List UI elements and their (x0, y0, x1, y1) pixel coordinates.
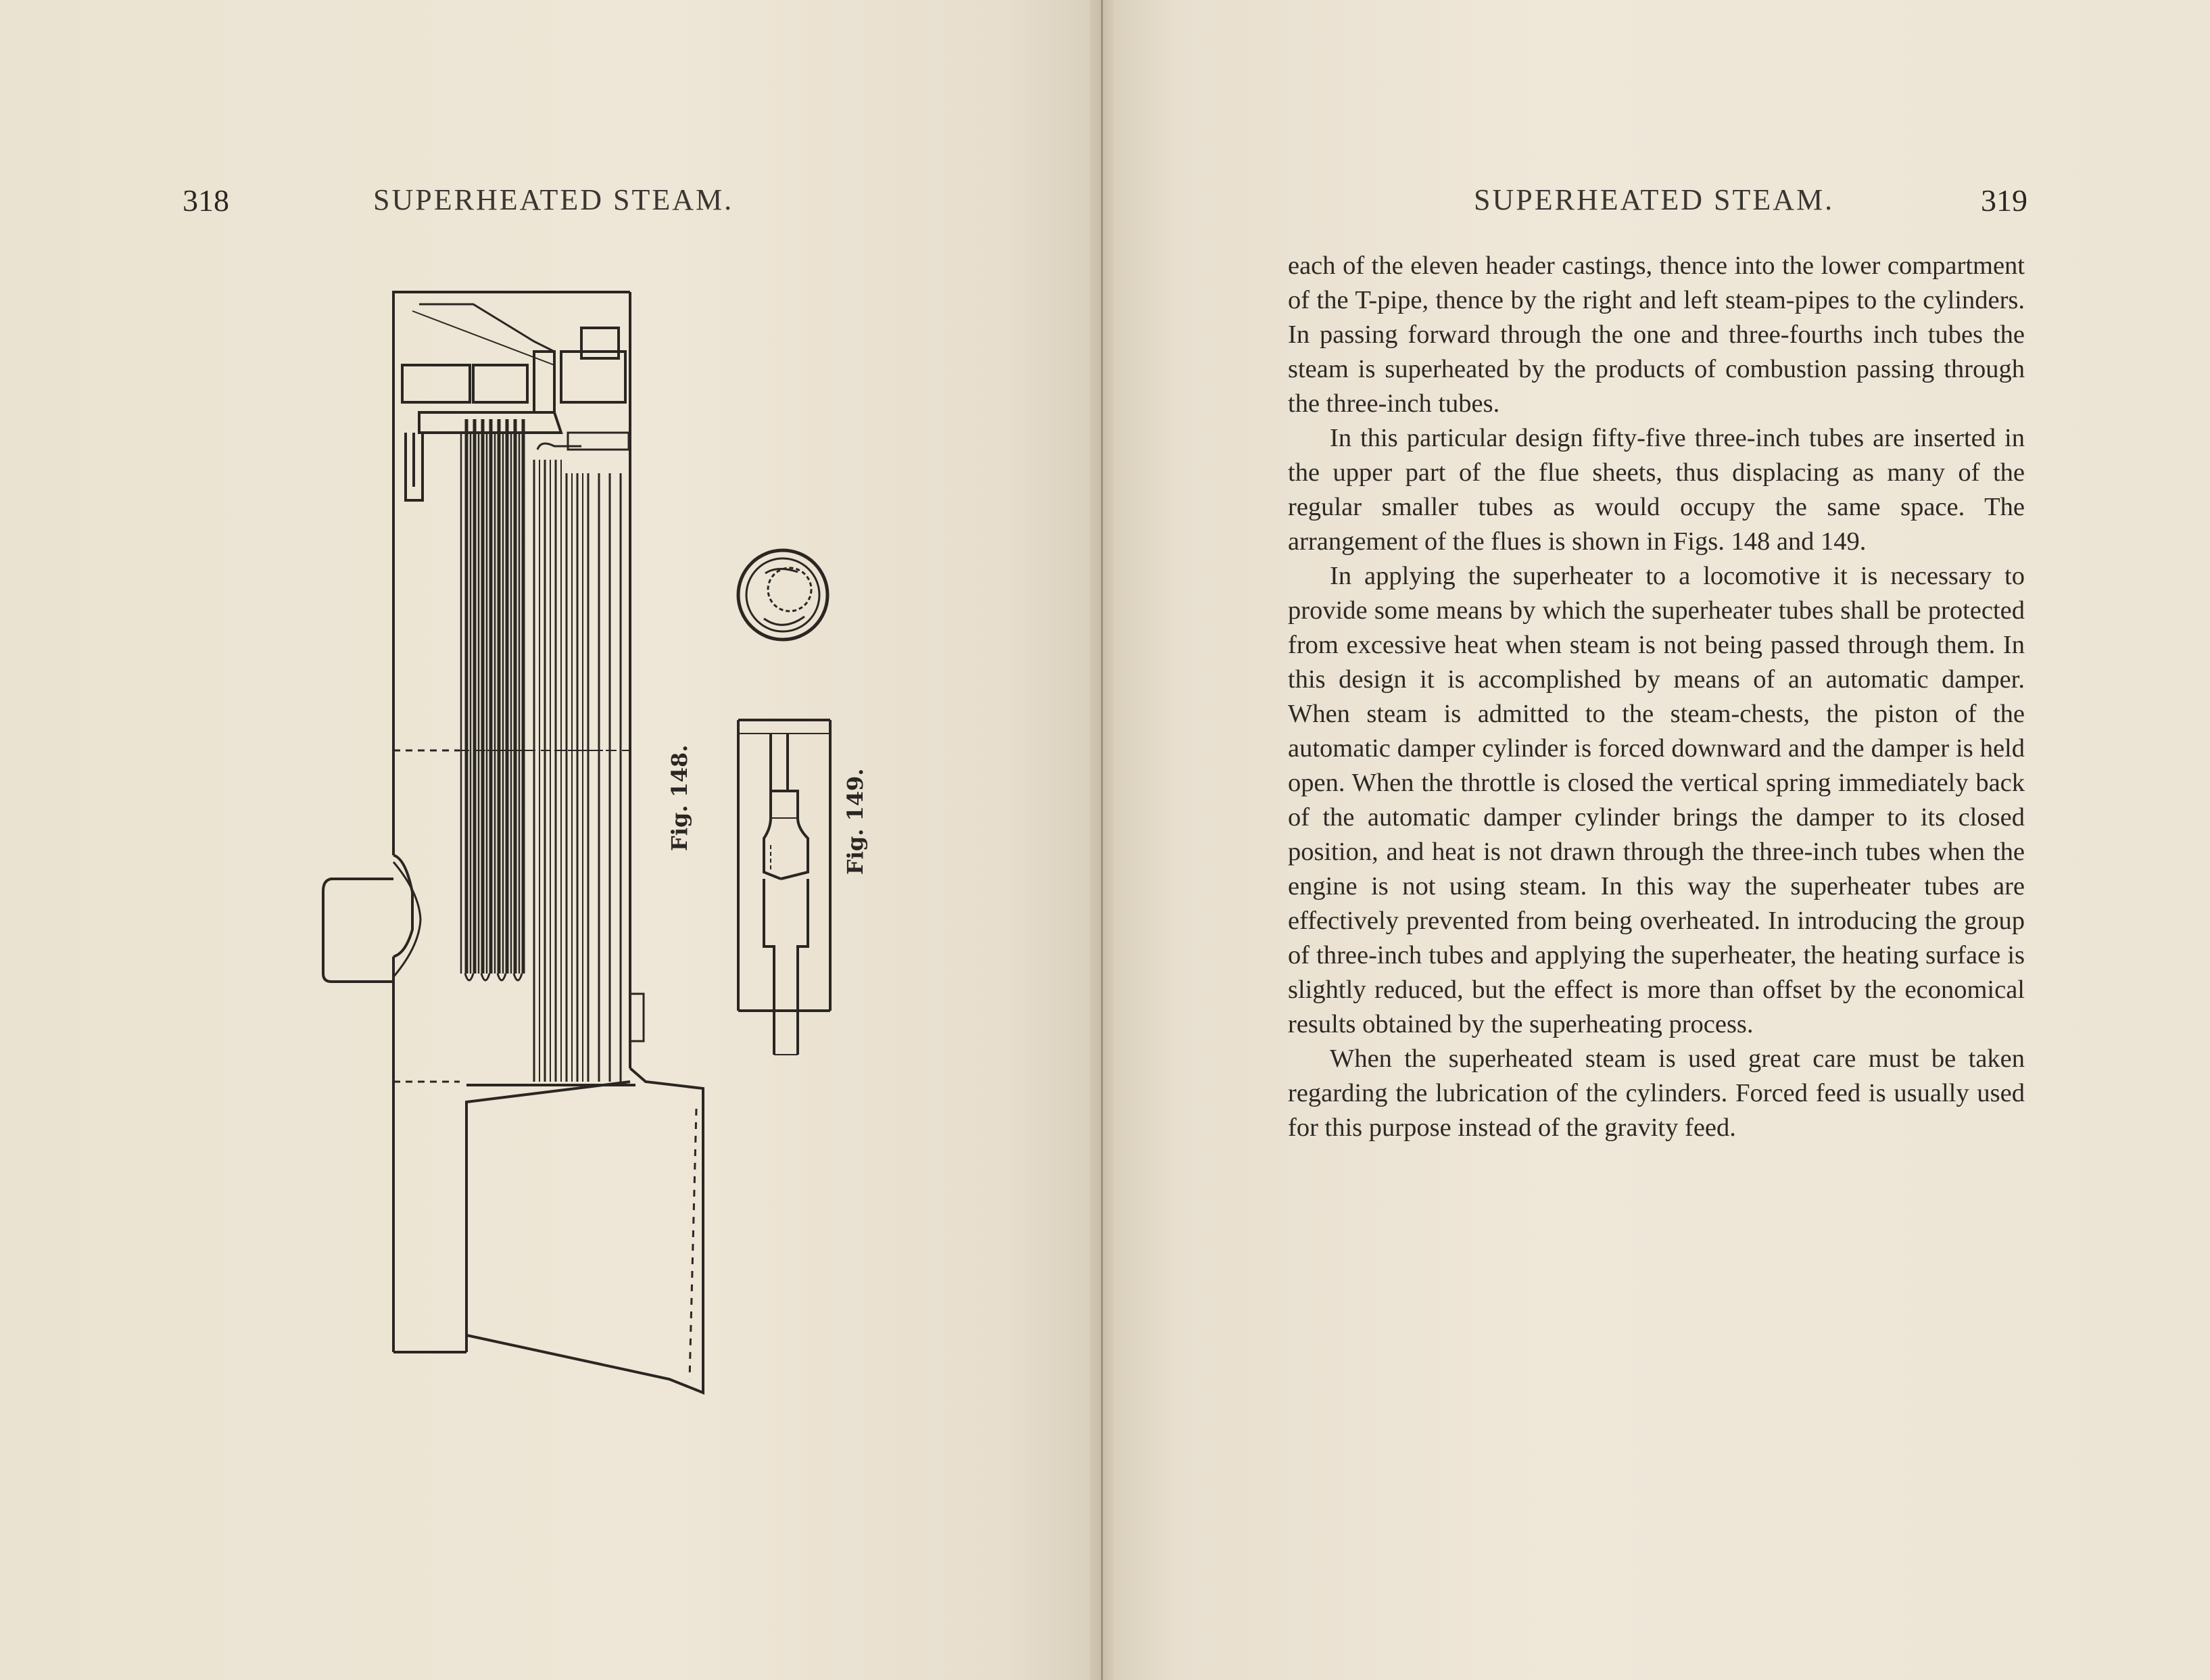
paragraph-3: In applying the superheater to a locomotive it is necessary to provide some means by which the superheater tubes shall be protected from excessive heat when steam is not being passed through them. In this design it is accomplished by means of an automatic damper. When steam is admitted to the steam-chests, the piston of the automatic damper cylinder is forced downward and the damper is held open. When the throttle is closed the vertical spring immediately back of the automatic damper cylinder brings the damper to its closed position, and heat is not drawn through the three-inch tubes when the engine is not using steam. In this way the superheater tubes are effectively prevented from being overheated. In introducing the group of three-inch tubes and applying the superheater, the heating surface is slightly reduced, but the effect is more than offset by the economical results obtained by the superheating process. (1288, 562, 2025, 1038)
left-page-number: 318 (183, 183, 229, 218)
paragraph-2: In this particular design fifty-five three-inch tubes are inserted in the upper part of the flue sheets, thus displacing as many of the regular smaller tubes as would occupy the same space. The arrangement of the flues is shown in Figs. 148 and 149. (1288, 424, 2025, 556)
right-running-head: SUPERHEATED STEAM. (1474, 183, 1835, 216)
right-page-number: 319 (1981, 183, 2027, 218)
left-running-head: SUPERHEATED STEAM. (373, 183, 734, 216)
figure-148-boiler-drawing (0, 0, 1095, 1680)
paragraph-4: When the superheated steam is used great care must be taken regarding the lubrication of the cylinders. Forced feed is usually used for this purpose instead of the gravity feed. (1288, 1045, 2025, 1142)
paragraph-1: each of the eleven header castings, thence into the lower compartment of the T-pipe, thence by the right and left steam-pipes to the cylinders. In passing forward through the one and three-fourths inch tubes the steam is superheated by the products of combustion passing through the three-inch tubes. (1288, 251, 2025, 418)
figure-149-label: Fig. 149. (842, 768, 868, 875)
right-page-body-text (1288, 249, 2025, 1145)
figure-148-label: Fig. 148. (667, 744, 692, 851)
